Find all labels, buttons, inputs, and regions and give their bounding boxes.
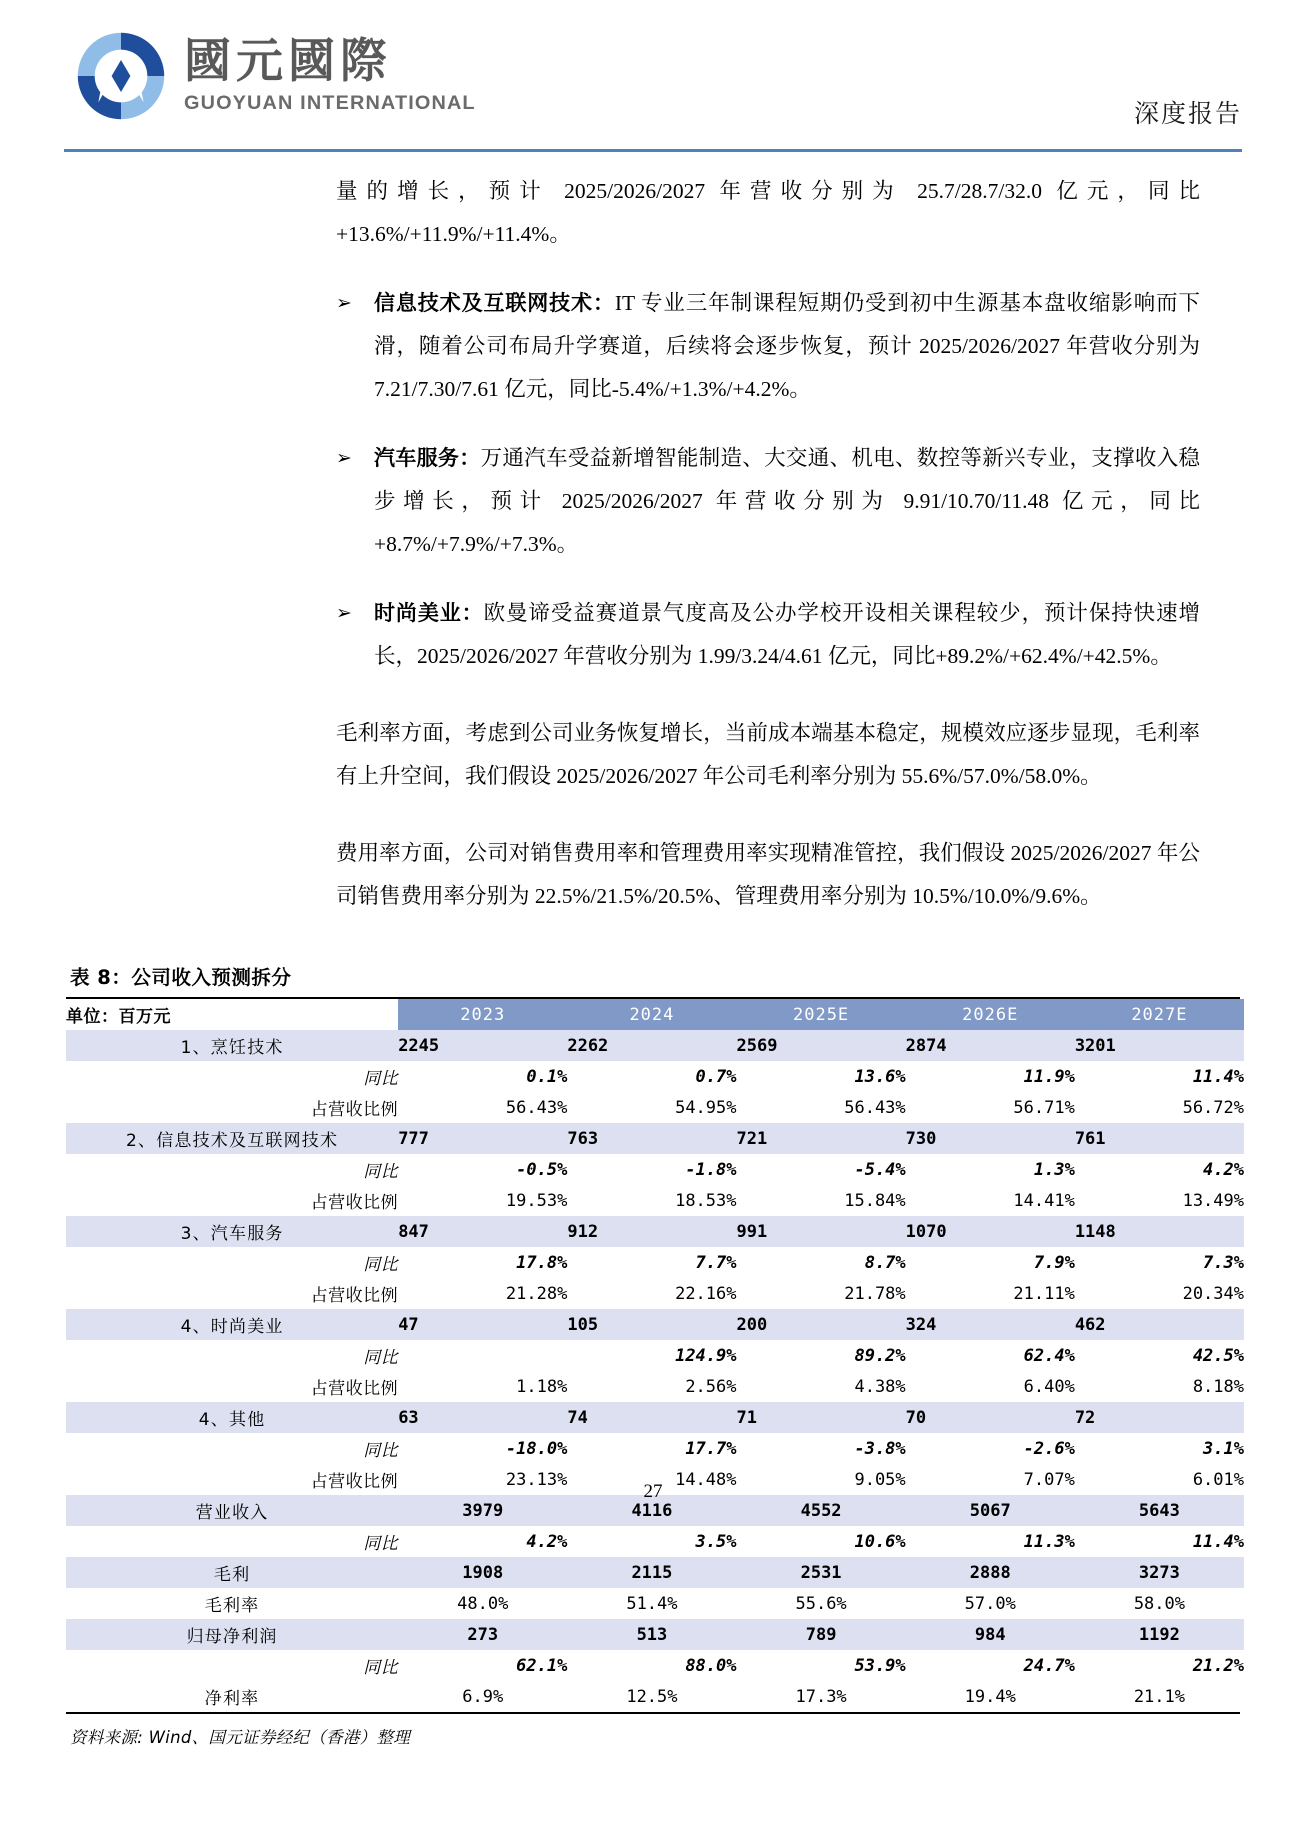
- cell-2024: 14.48%: [567, 1464, 736, 1495]
- cell-2023: 56.43%: [398, 1092, 567, 1123]
- cell-2024: 7.7%: [567, 1247, 736, 1278]
- cell-2026E: 70: [906, 1402, 1075, 1433]
- bullet-lead-label: 汽车服务：: [374, 446, 481, 470]
- cell-2027E: 8.18%: [1075, 1371, 1244, 1402]
- row-label: 占营收比例: [66, 1464, 398, 1495]
- row-label: 同比: [66, 1061, 398, 1092]
- cell-2026E: 324: [906, 1309, 1075, 1340]
- table-row: [66, 1278, 1244, 1309]
- cell-2024: 18.53%: [567, 1185, 736, 1216]
- cell-2025E: 53.9%: [737, 1650, 906, 1681]
- cell-2023: 48.0%: [398, 1588, 567, 1619]
- guoyuan-logo-icon: [74, 29, 168, 123]
- table-row: [66, 1092, 1244, 1123]
- table-row: [66, 1030, 1244, 1061]
- brand-logo: [74, 29, 476, 123]
- cell-2026E: 1070: [906, 1216, 1075, 1247]
- page-number: 27: [643, 1481, 663, 1502]
- cell-2026E: 7.9%: [906, 1247, 1075, 1278]
- row-label: 4、时尚美业: [66, 1309, 398, 1340]
- cell-2026E: 19.4%: [906, 1681, 1075, 1712]
- cell-2027E: 58.0%: [1075, 1588, 1244, 1619]
- cell-2023: 17.8%: [398, 1247, 567, 1278]
- unit-label: 单位：百万元: [66, 999, 398, 1030]
- cell-2026E: 24.7%: [906, 1650, 1075, 1681]
- column-header-2027E: 2027E: [1075, 999, 1244, 1030]
- cell-2026E: 62.4%: [906, 1340, 1075, 1371]
- row-label: 1、烹饪技术: [66, 1030, 398, 1061]
- row-label: 占营收比例: [66, 1371, 398, 1402]
- paragraph-continuation: 量的增长，预计 2025/2026/2027 年营收分别为 25.7/28.7/32.0 亿元，同比+13.6%/+11.9%/+11.4%。: [336, 179, 1200, 246]
- cell-2027E: 21.2%: [1075, 1650, 1244, 1681]
- arrow-bullet-icon: ➢: [336, 447, 352, 469]
- cell-2027E: 1192: [1075, 1619, 1244, 1650]
- cell-2023: 23.13%: [398, 1464, 567, 1495]
- cell-2026E: 984: [906, 1619, 1075, 1650]
- table-header-row: [66, 999, 1244, 1030]
- cell-2024: 912: [567, 1216, 736, 1247]
- revenue-forecast-table: [66, 999, 1244, 1712]
- cell-2027E: 3273: [1075, 1557, 1244, 1588]
- cell-2026E: 7.07%: [906, 1464, 1075, 1495]
- paragraph-expense-ratio: 费用率方面，公司对销售费用率和管理费用率实现精准管控，我们假设 2025/2026/2027 年公司销售费用率分别为 22.5%/21.5%/20.5%、管理费用率分别为 10.5%/10.0%/9.6%。: [336, 841, 1200, 908]
- cell-2027E: 6.01%: [1075, 1464, 1244, 1495]
- table-row: [66, 1216, 1244, 1247]
- cell-2025E: 2569: [737, 1030, 906, 1061]
- bullet-body-text: IT 专业三年制课程短期仍受到初中生源基本盘收缩影响而下滑，随着公司布局升学赛道，后续将会逐步恢复，预计 2025/2026/2027 年营收分别为 7.21/7.30/7.61 亿元，同比-5.4%/+1.3%/+4.2%。: [374, 291, 1200, 401]
- list-item: [336, 282, 1200, 411]
- cell-2024: 2.56%: [567, 1371, 736, 1402]
- cell-2023: 3979: [398, 1495, 567, 1526]
- cell-2024: 12.5%: [567, 1681, 736, 1712]
- cell-2023: 63: [398, 1402, 567, 1433]
- row-label: 毛利: [66, 1557, 398, 1588]
- table-row: [66, 1402, 1244, 1433]
- cell-2025E: 10.6%: [737, 1526, 906, 1557]
- table-header: [66, 999, 1244, 1030]
- row-label: 同比: [66, 1650, 398, 1681]
- cell-2026E: 730: [906, 1123, 1075, 1154]
- row-label: 营业收入: [66, 1495, 398, 1526]
- table-row: [66, 1309, 1244, 1340]
- row-label: 归母净利润: [66, 1619, 398, 1650]
- cell-2026E: 5067: [906, 1495, 1075, 1526]
- table-row: [66, 1061, 1244, 1092]
- bullet-body-text: 万通汽车受益新增智能制造、大交通、机电、数控等新兴专业，支撑收入稳步增长，预计 2025/2026/2027 年营收分别为 9.91/10.70/11.48 亿元，同比+8.7%/+7.9%/+7.3%。: [374, 446, 1200, 556]
- cell-2024: 74: [567, 1402, 736, 1433]
- row-label: 2、信息技术及互联网技术: [66, 1123, 398, 1154]
- cell-2023: 1908: [398, 1557, 567, 1588]
- table-bottom-border: [66, 1712, 1240, 1714]
- table-row: [66, 1247, 1244, 1278]
- table-row: [66, 1123, 1244, 1154]
- row-label: 占营收比例: [66, 1092, 398, 1123]
- table-row: [66, 1588, 1244, 1619]
- column-header-2024: 2024: [567, 999, 736, 1030]
- cell-2024: 105: [567, 1309, 736, 1340]
- row-label: 4、其他: [66, 1402, 398, 1433]
- cell-2025E: 721: [737, 1123, 906, 1154]
- bullet-list: [64, 282, 1242, 678]
- list-item: [336, 437, 1200, 566]
- row-label: 占营收比例: [66, 1185, 398, 1216]
- cell-2024: 763: [567, 1123, 736, 1154]
- brand-name-cn: 國元國際: [184, 34, 392, 90]
- cell-2027E: 4.2%: [1075, 1154, 1244, 1185]
- paragraph-gross-margin: 毛利率方面，考虑到公司业务恢复增长，当前成本端基本稳定，规模效应逐步显现，毛利率有上升空间，我们假设 2025/2026/2027 年公司毛利率分别为 55.6%/57.0%/58.0%。: [336, 721, 1200, 788]
- row-label: 同比: [66, 1247, 398, 1278]
- table-row: [66, 1619, 1244, 1650]
- cell-2025E: 4.38%: [737, 1371, 906, 1402]
- page-content: [0, 152, 1306, 1748]
- cell-2023: [398, 1340, 567, 1371]
- cell-2024: 3.5%: [567, 1526, 736, 1557]
- cell-2027E: 3201: [1075, 1030, 1244, 1061]
- cell-2025E: -3.8%: [737, 1433, 906, 1464]
- cell-2027E: 42.5%: [1075, 1340, 1244, 1371]
- cell-2026E: 2888: [906, 1557, 1075, 1588]
- cell-2027E: 1148: [1075, 1216, 1244, 1247]
- list-item: [336, 592, 1200, 678]
- cell-2027E: 72: [1075, 1402, 1244, 1433]
- cell-2024: 513: [567, 1619, 736, 1650]
- row-label: 占营收比例: [66, 1278, 398, 1309]
- table-row: [66, 1526, 1244, 1557]
- row-label: 净利率: [66, 1681, 398, 1712]
- cell-2025E: 56.43%: [737, 1092, 906, 1123]
- cell-2025E: 200: [737, 1309, 906, 1340]
- cell-2024: 51.4%: [567, 1588, 736, 1619]
- cell-2025E: 15.84%: [737, 1185, 906, 1216]
- bullet-body-text: 欧曼谛受益赛道景气度高及公办学校开设相关课程较少，预计保持快速增长，2025/2026/2027 年营收分别为 1.99/3.24/4.61 亿元，同比+89.2%/+62.4%/+42.5%。: [374, 601, 1201, 668]
- cell-2023: 0.1%: [398, 1061, 567, 1092]
- cell-2024: 17.7%: [567, 1433, 736, 1464]
- table-row: [66, 1433, 1244, 1464]
- cell-2026E: 2874: [906, 1030, 1075, 1061]
- row-label: 3、汽车服务: [66, 1216, 398, 1247]
- arrow-bullet-icon: ➢: [336, 292, 352, 314]
- table-row: [66, 1371, 1244, 1402]
- column-header-2025E: 2025E: [737, 999, 906, 1030]
- cell-2024: 22.16%: [567, 1278, 736, 1309]
- cell-2025E: 789: [737, 1619, 906, 1650]
- cell-2027E: 462: [1075, 1309, 1244, 1340]
- cell-2026E: 14.41%: [906, 1185, 1075, 1216]
- cell-2026E: 21.11%: [906, 1278, 1075, 1309]
- cell-2027E: 13.49%: [1075, 1185, 1244, 1216]
- cell-2025E: 21.78%: [737, 1278, 906, 1309]
- cell-2025E: 17.3%: [737, 1681, 906, 1712]
- cell-2026E: 1.3%: [906, 1154, 1075, 1185]
- cell-2023: 6.9%: [398, 1681, 567, 1712]
- page-header: [0, 0, 1306, 152]
- row-label: 毛利率: [66, 1588, 398, 1619]
- cell-2025E: 55.6%: [737, 1588, 906, 1619]
- cell-2026E: 11.3%: [906, 1526, 1075, 1557]
- cell-2023: -0.5%: [398, 1154, 567, 1185]
- row-label: 同比: [66, 1154, 398, 1185]
- cell-2023: -18.0%: [398, 1433, 567, 1464]
- cell-2026E: 57.0%: [906, 1588, 1075, 1619]
- cell-2027E: 3.1%: [1075, 1433, 1244, 1464]
- cell-2026E: -2.6%: [906, 1433, 1075, 1464]
- cell-2027E: 11.4%: [1075, 1061, 1244, 1092]
- cell-2024: 0.7%: [567, 1061, 736, 1092]
- table-row: [66, 1557, 1244, 1588]
- cell-2023: 2245: [398, 1030, 567, 1061]
- cell-2023: 847: [398, 1216, 567, 1247]
- column-header-2026E: 2026E: [906, 999, 1075, 1030]
- cell-2026E: 56.71%: [906, 1092, 1075, 1123]
- cell-2027E: 20.34%: [1075, 1278, 1244, 1309]
- cell-2025E: 4552: [737, 1495, 906, 1526]
- cell-2024: 54.95%: [567, 1092, 736, 1123]
- cell-2023: 21.28%: [398, 1278, 567, 1309]
- cell-2027E: 56.72%: [1075, 1092, 1244, 1123]
- cell-2024: 124.9%: [567, 1340, 736, 1371]
- cell-2025E: 8.7%: [737, 1247, 906, 1278]
- table-caption: 表 8：公司收入预测拆分: [70, 966, 292, 989]
- cell-2027E: 761: [1075, 1123, 1244, 1154]
- cell-2025E: 991: [737, 1216, 906, 1247]
- cell-2025E: 89.2%: [737, 1340, 906, 1371]
- row-label: 同比: [66, 1340, 398, 1371]
- cell-2025E: 13.6%: [737, 1061, 906, 1092]
- bullet-lead-label: 时尚美业：: [374, 601, 484, 625]
- row-label: 同比: [66, 1526, 398, 1557]
- cell-2027E: 21.1%: [1075, 1681, 1244, 1712]
- cell-2024: 88.0%: [567, 1650, 736, 1681]
- table-row: [66, 1340, 1244, 1371]
- brand-name-en: GUOYUAN INTERNATIONAL: [184, 92, 476, 115]
- cell-2027E: 7.3%: [1075, 1247, 1244, 1278]
- header-divider: [64, 149, 1242, 152]
- cell-2024: -1.8%: [567, 1154, 736, 1185]
- cell-2027E: 11.4%: [1075, 1526, 1244, 1557]
- cell-2026E: 11.9%: [906, 1061, 1075, 1092]
- cell-2024: 4116: [567, 1495, 736, 1526]
- cell-2023: 777: [398, 1123, 567, 1154]
- cell-2024: 2262: [567, 1030, 736, 1061]
- table-row: [66, 1154, 1244, 1185]
- column-header-2023: 2023: [398, 999, 567, 1030]
- table-body: [66, 1030, 1244, 1712]
- arrow-bullet-icon: ➢: [336, 602, 352, 624]
- cell-2026E: 6.40%: [906, 1371, 1075, 1402]
- cell-2025E: 71: [737, 1402, 906, 1433]
- table-row: [66, 1185, 1244, 1216]
- row-label: 同比: [66, 1433, 398, 1464]
- cell-2023: 273: [398, 1619, 567, 1650]
- cell-2025E: 2531: [737, 1557, 906, 1588]
- cell-2024: 2115: [567, 1557, 736, 1588]
- document-type-label: 深度报告: [1133, 99, 1242, 128]
- cell-2023: 47: [398, 1309, 567, 1340]
- cell-2023: 62.1%: [398, 1650, 567, 1681]
- cell-2025E: -5.4%: [737, 1154, 906, 1185]
- source-note: 资料来源: Wind、国元证券经纪（香港）整理: [70, 1728, 411, 1747]
- cell-2023: 4.2%: [398, 1526, 567, 1557]
- table-row: [66, 1650, 1244, 1681]
- cell-2025E: 9.05%: [737, 1464, 906, 1495]
- cell-2023: 1.18%: [398, 1371, 567, 1402]
- table-row: [66, 1681, 1244, 1712]
- cell-2023: 19.53%: [398, 1185, 567, 1216]
- cell-2027E: 5643: [1075, 1495, 1244, 1526]
- bullet-lead-label: 信息技术及互联网技术：: [374, 291, 615, 315]
